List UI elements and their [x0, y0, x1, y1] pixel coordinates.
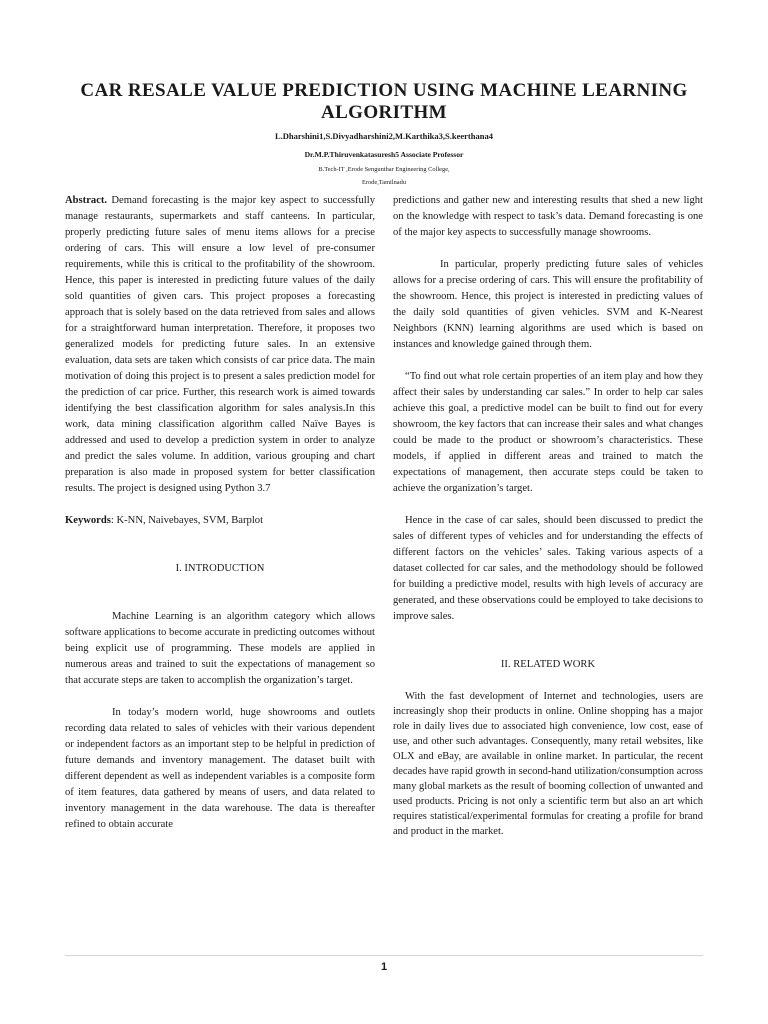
abstract-text: Demand forecasting is the major key aspect to successfully manage restaurants, supermarkets and staff canteens. In particular, properly predicting future sales of menu items allows for a precise ordering of cars. This will ensure a low level of pre-consumer requirements, while this is critical to the profitability of the showroom. Hence, this paper is interested in predicting future values of the daily sold quantities of given cars. This project proposes a forecasting approach that is solely based on the data retrieved from sales and allows for a straightforward human interpretation. Therefore, it proposes two generalized models for predicting future sales. In an extensive evaluation, data sets are taken which consists of car price data. The main motivation of doing this project is to present a sales prediction model for the prediction of car price. Further, this research work is aimed towards identifying the best classification algorithm for sales analysis.In this work, data mining classification algorithm called Naïve Bayes is addressed and used to develop a prediction system in order to analyze and predict the sales volume. In addition, various grouping and chart preparation is also made in proposed system for better classification results. The project is designed using Python 3.7	[65, 195, 375, 494]
related-work-paragraph: With the fast development of Internet and technologies, users are increasingly shop their products in online. Online shopping has a major role in daily lives due to associated high convenience, low cost, ease of use, and other such advantages. Consequently, many retail websites, like OLX and eBay, are available in online market. In particular, the recent decades have rapid growth in second-hand utilization/consumption across many global markets as the result of booming collection of unwanted and used products. Pricing is not only a scientific term but also an art which requires statistical/experimental formulas for creating a profile for brand and product in the market.	[393, 691, 703, 837]
right-paragraph-2: In particular, properly predicting future sales of vehicles allows for a precise ordering of cars. This will ensure the profitability of the showroom. Hence, this project is interested in predicting values of the daily sold quantities of given vehicles. SVM and K-Nearest Neighbors (KNN) learning algorithms are used which is based on instances and knowledge gained through them.	[393, 259, 703, 350]
affiliation-line-1: B.Tech-IT ,Erode Sengunthar Engineering College,	[318, 166, 450, 173]
intro-paragraph-2: In today’s modern world, huge showrooms and outlets recording data related to sales of vehicles with their various dependent or independent factors as an important step to be helpful in prediction of future demands and inventory management. The dataset built with different dependent as well as independent variables is a composite form of item features, data gathered by means of users, and data related to inventory management in the data warehouse. The data is thereafter refined to obtain accurate	[65, 707, 375, 830]
keywords-text: : K-NN, Naivebayes, SVM, Barplot	[110, 515, 264, 526]
section-heading-introduction: I. INTRODUCTION	[175, 563, 265, 574]
paper-title: CAR RESALE VALUE PREDICTION USING MACHINE LEARNING ALGORITHM	[80, 80, 688, 123]
keywords-label: Keywords	[65, 515, 111, 526]
page-number: 1	[380, 961, 388, 973]
abstract-paragraph	[65, 193, 375, 497]
section-heading-related-work: II. RELATED WORK	[500, 659, 596, 670]
keywords-paragraph	[65, 513, 375, 529]
right-column	[393, 193, 703, 839]
right-paragraph-4: Hence in the case of car sales, should been discussed to predict the sales of different types of vehicles and for understanding the effects of different factors on the vehicles’ sales. Taking various aspects of a dataset collected for car sales, and the methodology should be followed for building a predictive model, results with high levels of accuracy are generated, and these observations could be employed to take decisions to improve sales.	[393, 515, 703, 622]
author-list: L.Dharshini1,S.Divyadharshini2,M.Karthika3,S.keerthana4	[275, 131, 493, 141]
right-paragraph-3: “To find out what role certain properties of an item play and how they affect their sales by understanding car sales.” In order to help car sales achieve this goal, a predictive model can be built to find out for every showroom, the key factors that can increase their sales and what changes could be made to the product or showroom’s characteristics. These models, if applied in different areas and trained to match the expectations of management, then accurate steps could be taken to achieve the organization’s target.	[393, 371, 703, 494]
intro-paragraph-1: Machine Learning is an algorithm category which allows software applications to become accurate in predicting outcomes without being explicit use of programming. These models are applied in numerous areas and trained to suit the expectations of management so that accurate steps are taken to accomplish the organization’s target.	[65, 611, 375, 686]
abstract-label: Abstract.	[65, 195, 108, 206]
right-paragraph-1: predictions and gather new and interesting results that shed a new light on the knowledge with respect to task’s data. Demand forecasting is one of the major key aspects to successfully manage showrooms.	[393, 195, 703, 238]
advisor-line: Dr.M.P.Thiruvenkatasuresh5 Associate Professor	[304, 150, 464, 159]
footer-divider	[65, 955, 703, 956]
left-column	[65, 193, 375, 833]
affiliation-line-2: Erode,Tamilnadu	[361, 179, 407, 186]
